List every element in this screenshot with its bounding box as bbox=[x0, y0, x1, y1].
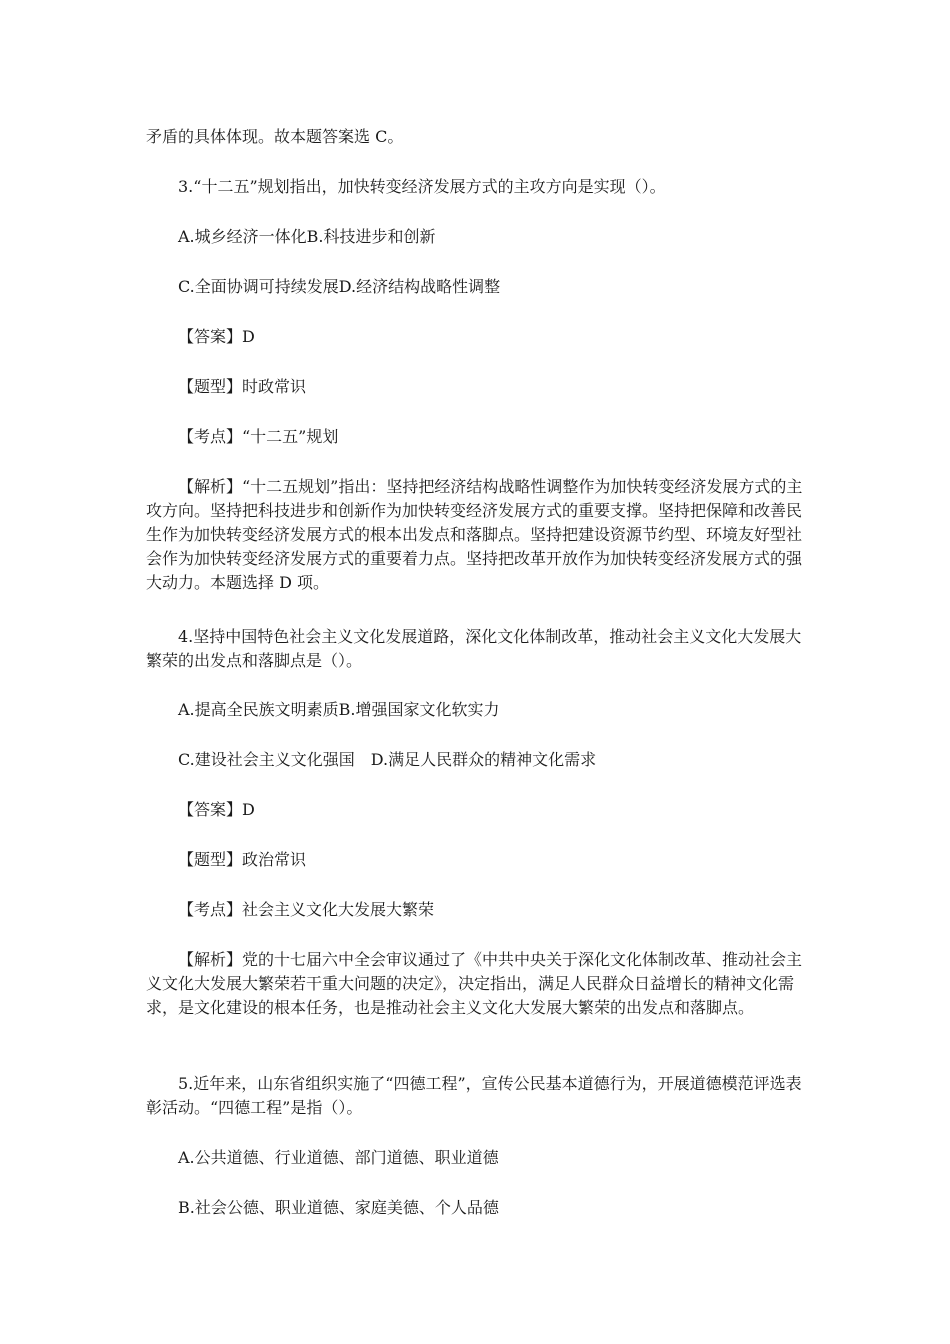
q3-point: 【考点】“十二五”规划 bbox=[178, 427, 339, 446]
q4-option-d: D.满足人民群众的精神文化需求 bbox=[370, 750, 597, 769]
q3-analysis: 【解析】“十二五规划”指出：坚持把经济结构战略性调整作为加快转变经济发展方式的主攻方向。坚持把科技进步和创新作为加快转变经济发展方式的重要支撑。坚持把保障和改善民生作为加快转变经济发展方式的根本出发点和落脚点。坚持把建设资源节约型、环境友好型社会作为加快转变经济发展方式的重要着力点。坚持把改革开放作为加快转变经济发展方式的强大动力。本题选择 D 项。 bbox=[146, 477, 803, 592]
q3-answer: 【答案】D bbox=[178, 327, 255, 346]
q4-stem: 4.坚持中国特色社会主义文化发展道路，深化文化体制改革，推动社会主义文化大发展大繁荣的出发点和落脚点是（）。 bbox=[146, 627, 802, 670]
q3-stem: 3.“十二五”规划指出，加快转变经济发展方式的主攻方向是实现（）。 bbox=[178, 177, 666, 196]
q4-point: 【考点】社会主义文化大发展大繁荣 bbox=[178, 900, 435, 919]
q5-option-a: A.公共道德、行业道德、部门道德、职业道德 bbox=[178, 1148, 499, 1167]
q5-option-b: B.社会公德、职业道德、家庭美德、个人品德 bbox=[178, 1198, 499, 1217]
q5-stem: 5.近年来，山东省组织实施了“四德工程”，宣传公民基本道德行为，开展道德模范评选表彰活动。“四德工程”是指（）。 bbox=[146, 1074, 802, 1117]
q4-options-ab: A.提高全民族文明素质B.增强国家文化软实力 bbox=[178, 700, 500, 719]
q4-answer: 【答案】D bbox=[178, 800, 255, 819]
q4-analysis: 【解析】党的十七届六中全会审议通过了《中共中央关于深化文化体制改革、推动社会主义文化大发展大繁荣若干重大问题的决定》，决定指出，满足人民群众日益增长的精神文化需求，是文化建设的根本任务，也是推动社会主义文化大发展大繁荣的出发点和落脚点。 bbox=[146, 950, 803, 1017]
q4-options-cd bbox=[178, 748, 596, 772]
q3-type: 【题型】时政常识 bbox=[178, 377, 307, 396]
q3-options-cd: C.全面协调可持续发展D.经济结构战略性调整 bbox=[178, 277, 501, 296]
q4-type: 【题型】政治常识 bbox=[178, 850, 307, 869]
previous-answer-tail: 矛盾的具体体现。故本题答案选 C。 bbox=[146, 127, 404, 146]
q3-options-ab: A.城乡经济一体化B.科技进步和创新 bbox=[178, 227, 436, 246]
q4-option-c: C.建设社会主义文化强国 bbox=[178, 750, 355, 769]
